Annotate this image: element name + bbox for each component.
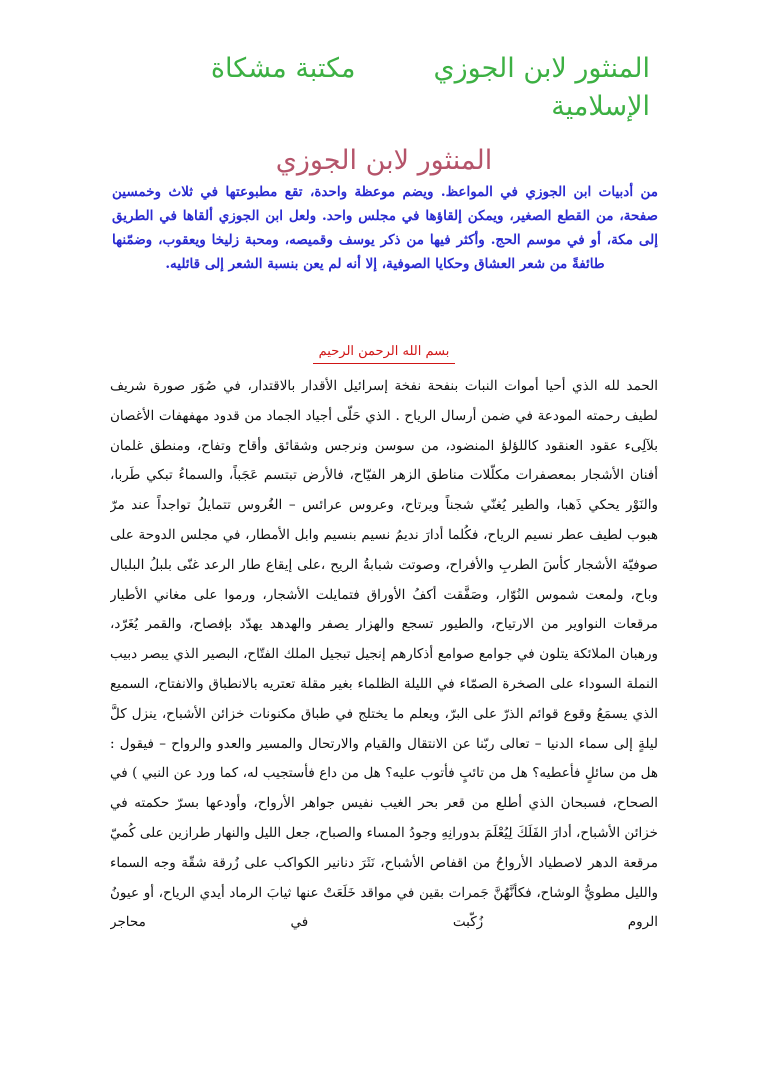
basmala-container (0, 340, 768, 364)
header-first-line (110, 50, 650, 88)
body-paragraph: الحمد لله الذي أحيا أموات النبات بنفحة نفخة إسرائيل الأقدار بالاقتدار، في صُوَر صورة شريف لطيف رحمته المودعة في ضمن أرسال الرياح . الذي حَلّى أجياد الجماد من قدود مهفهفات الأغصان بلآلِىء عقود العنقود كاللؤلؤ المنضود، من سوسن ونرجس وشقائق وأقاح وتفاح، ومنطق غلمان أفنان الأشجار بمعصفرات مكلّلات مناطق الزهر الفيّاح، فالأرض تبتسم عَجَباً، والسماءُ تبكي طَربا، والنَوْر يحكي ذَهبا، والطير يُغنّي شجناً ويرتاح، وعروس عرائس – الغُروس تتمايلُ تواجداً عند مرّ هبوب لطيف عطر نسيم الرياح، فكُلما أدارَ نديمُ نسيم بنسيم وابل الأمطار، في مجلس الدوحة على صوفيّة الأشجار كأسَ الطربِ والأفراح، وصوتت شبابةُ الريح ،على إيقاع طار الرعد غنّى بلبلُ البلبال وباح، ولمعت شموس النُوّار، وصَفَّقت أكفُ الأوراق فتمايلت الأشجار، ورموا على مغاني الأطيار مرقعات النواوير من الارتياح، والطيور تسجع والهزار يصفر والهدهد يهدّد بإفصاح، والقمر يُغَرّد، ورهبان الملائكة يتلون في جوامع صوامع أذكارهم إنجيل تبجيل الملك الفتّاح، البصير الذي يبصر دبيب النملة السوداء على الصخرة الصمّاء في الليلة الظلماء بغير مقلة تعتريه بالانطباق والانفتاح، السميع الذي يسمَعُ وقوع قوائم الذرّ على البرّ، ويعلم ما يختلج في طباق مكنونات خزائن الأشباح، ينزل كلَّ ليلةٍ إلى سماء الدنيا – تعالى ربّنا عن الانتقال والقيام والارتحال والمسير والعدو والرواح – فيقول : هل من سائلٍ فأعطيه؟ هل من تائبٍ فأتوب عليه؟ هل من داع فأستجيب له، كما ورد عن النبي ) في الصحاح، فسبحان الذي أطلع من قعر بحر الغيب نفيس جواهر الأرواح، وأودعها بسرّ حكمته في خزائن الأشباح، أدارَ الفَلَكَ لِيُعْلَمَ بدورانِهِ وجودُ المساء والصباح، جعل الليل والنهار طرازين على كُميّ مرقعة الدهر لاصطياد الأرواحُ من اقفاص الأشباح، نَثَرَ دنانير الكواكب على زُرقة شقّة وجه السماء والليل مطويُّ الوشاح، فكأنَّهُنَّ جَمرات بقين في مواقد خَلَعَتْ عنها ثيابَ الرماد أيدي الرياح، أو عيونُ الروم زُكّبت في محاجر (110, 378, 658, 931)
document-title: المنثور لابن الجوزي (275, 145, 493, 176)
header-library-name-continued: الإسلامية (551, 91, 650, 122)
basmala: بسم الله الرحمن الرحيم (313, 341, 456, 364)
header-book-title: المنثور لابن الجوزي (433, 53, 650, 84)
intro-paragraph: من أدبيات ابن الجوزي في المواعظ. ويضم موعظة واحدة، تقع مطبوعتها في ثلاث وخمسين صفحة، من القطع الصغير، ويمكن إلقاؤها في مجلس واحد. ولعل ابن الجوزي ألقاها في الطريق إلى مكة، أو في موسم الحج. وأكثر فيها من ذكر يوسف وقميصه، ومحبة زليخا ويعقوب، وضمّنها طائفةً من شعر العشاق وحكايا الصوفية، إلا أنه لم يعن بنسبة الشعر إلى قائليه. (112, 184, 658, 272)
header-library-name: مكتبة مشكاة (210, 53, 356, 84)
page-header (110, 50, 650, 126)
